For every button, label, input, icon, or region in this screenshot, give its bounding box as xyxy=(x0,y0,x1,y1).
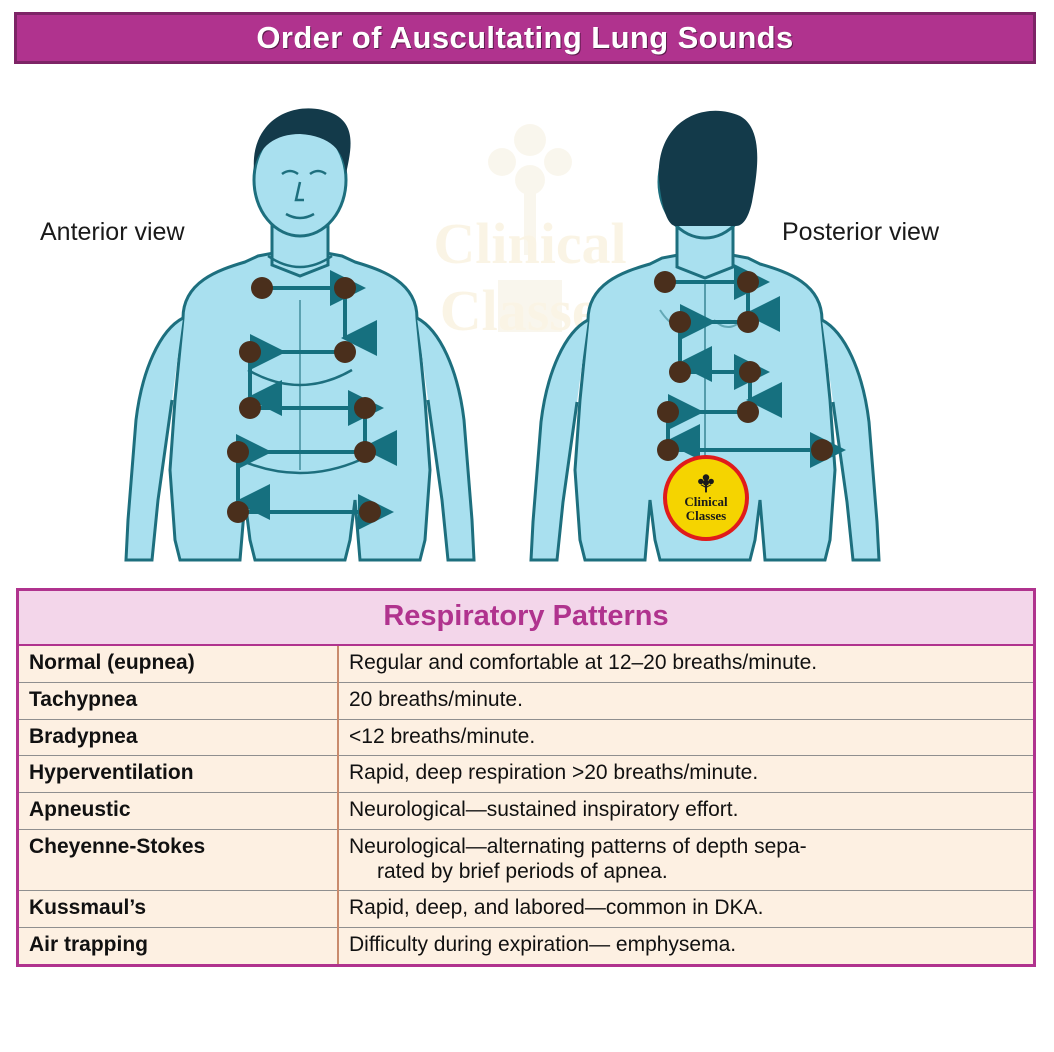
row-desc-line1: Rapid, deep respiration >20 breaths/minute. xyxy=(349,761,759,785)
page-title-banner xyxy=(14,12,1036,64)
table-row xyxy=(19,682,1033,719)
row-term: Kussmaul’s xyxy=(19,891,338,928)
row-desc-line1: Rapid, deep, and labored—common in DKA. xyxy=(349,896,764,920)
anterior-view-label: Anterior view xyxy=(40,218,185,246)
row-term: Bradypnea xyxy=(19,719,338,756)
row-desc xyxy=(338,719,1033,756)
row-desc xyxy=(338,928,1033,964)
row-desc-line1: Difficulty during expiration— emphysema. xyxy=(349,933,737,957)
watermark-text: Clinical Classes xyxy=(433,211,627,343)
illustration-area xyxy=(0,70,1054,580)
table-row xyxy=(19,891,1033,928)
table-row xyxy=(19,719,1033,756)
row-desc xyxy=(338,891,1033,928)
row-desc xyxy=(338,682,1033,719)
row-desc-line1: <12 breaths/minute. xyxy=(349,724,536,748)
table-row xyxy=(19,756,1033,793)
table-body xyxy=(19,646,1033,964)
row-term: Tachypnea xyxy=(19,682,338,719)
row-term: Apneustic xyxy=(19,793,338,830)
row-desc xyxy=(338,646,1033,682)
posterior-view-label: Posterior view xyxy=(782,218,939,246)
row-term: Normal (eupnea) xyxy=(19,646,338,682)
row-desc xyxy=(338,829,1033,891)
table-title-row xyxy=(19,591,1033,646)
row-desc xyxy=(338,756,1033,793)
row-term: Air trapping xyxy=(19,928,338,964)
table-row xyxy=(19,829,1033,891)
respiratory-patterns-table xyxy=(16,588,1036,967)
row-desc-line1: Regular and comfortable at 12–20 breaths/minute. xyxy=(349,651,818,674)
table-row xyxy=(19,793,1033,830)
row-desc-line2: rated by brief periods of apnea. xyxy=(377,859,668,883)
row-desc-line1: 20 breaths/minute. xyxy=(349,687,523,711)
anterior-figure xyxy=(126,108,474,560)
row-desc-line1: Neurological—alternating patterns of depth sepa- xyxy=(349,834,807,858)
logo-line-2: Classes xyxy=(685,508,727,523)
row-term: Cheyenne-Stokes xyxy=(19,829,338,891)
logo-line-1: Clinical xyxy=(684,494,728,510)
table-row xyxy=(19,928,1033,964)
tree-icon xyxy=(693,473,719,495)
row-desc xyxy=(338,793,1033,830)
row-term: Hyperventilation xyxy=(19,756,338,793)
clinical-classes-logo xyxy=(663,455,749,541)
row-desc-line1: Neurological—sustained inspiratory effort. xyxy=(349,798,739,822)
table-row xyxy=(19,646,1033,682)
table-title: Respiratory Patterns xyxy=(383,600,669,632)
body-figures-svg xyxy=(0,70,1054,580)
page-title: Order of Auscultating Lung Sounds xyxy=(256,20,794,55)
